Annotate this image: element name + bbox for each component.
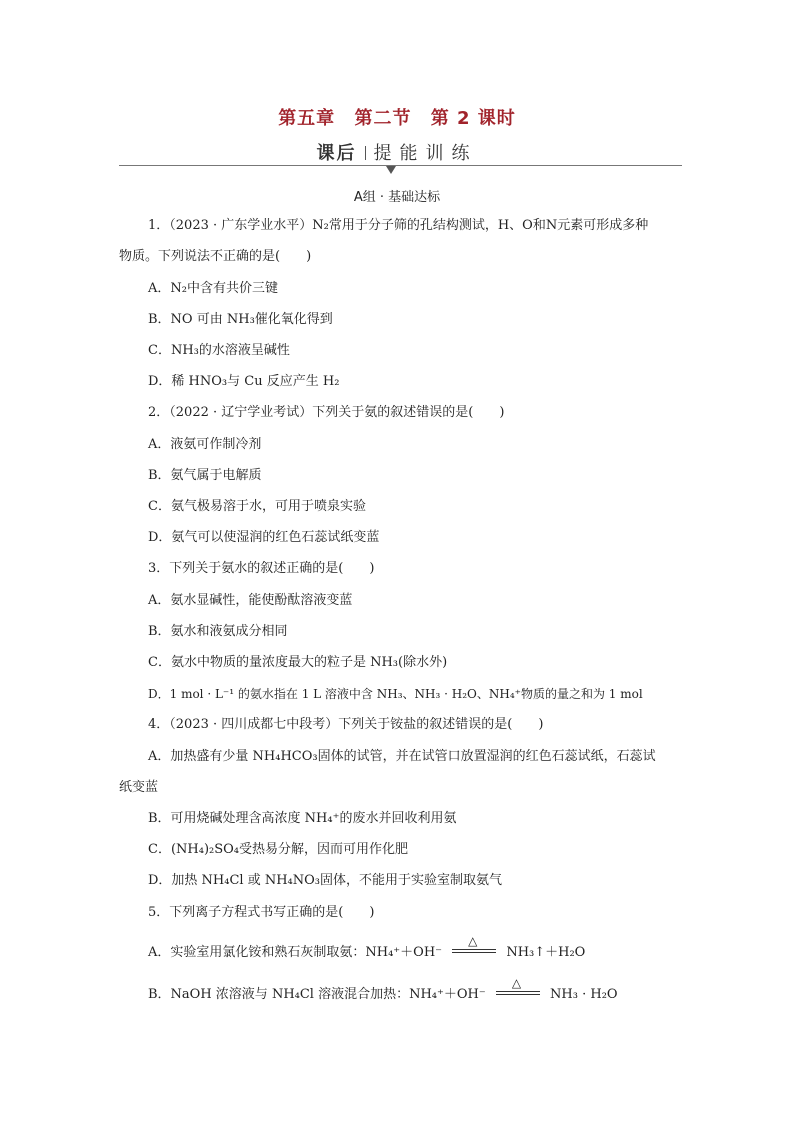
q3-stem: 3．下列关于氨水的叙述正确的是( ) xyxy=(148,561,375,576)
q5-option-b xyxy=(148,976,618,1004)
q5-option-b-left: B．NaOH 浓溶液与 NH₄Cl 溶液混合加热：NH₄⁺＋OH⁻ xyxy=(148,987,486,1002)
page-subtitle xyxy=(0,139,794,165)
q2-stem: 2．（2022 · 辽宁学业考试）下列关于氨的叙述错误的是( ) xyxy=(148,405,505,420)
q1-stem-line1: 1．（2023 · 广东学业水平）N₂常用于分子筛的孔结构测试，H、O和N元素可形成多种 xyxy=(148,218,649,233)
q2-option-c: C．氨气极易溶于水，可用于喷泉实验 xyxy=(148,499,366,514)
q4-option-a-line1: A．加热盛有少量 NH₄HCO₃固体的试管，并在试管口放置湿润的红色石蕊试纸，石蕊试 xyxy=(148,749,656,764)
q3-option-a: A．氨水显碱性，能使酚酞溶液变蓝 xyxy=(148,593,353,608)
q2-option-b: B．氨气属于电解质 xyxy=(148,468,262,483)
heat-equals-sign xyxy=(452,934,496,959)
subtitle-main: 课后 xyxy=(316,143,357,164)
heat-triangle-icon: △ xyxy=(511,976,522,990)
section-label: 第二节 xyxy=(354,108,412,129)
subtitle-rest: 提能训练 xyxy=(373,143,478,164)
q4-option-c: C．(NH₄)₂SO₄受热易分解，因而可用作化肥 xyxy=(148,842,409,857)
q4-option-b: B．可用烧碱处理含高浓度 NH₄⁺的废水并回收利用氨 xyxy=(148,811,457,826)
heat-triangle-icon: △ xyxy=(468,934,478,948)
q1-option-d: D．稀 HNO₃与 Cu 反应产生 H₂ xyxy=(148,374,340,389)
q4-option-a-line2: 纸变蓝 xyxy=(119,780,159,795)
chapter-label: 第五章 xyxy=(278,108,336,129)
q4-option-d: D．加热 NH₄Cl 或 NH₄NO₃固体，不能用于实验室制取氨气 xyxy=(148,873,503,888)
q3-option-b: B．氨水和液氨成分相同 xyxy=(148,624,288,639)
q5-option-a xyxy=(148,934,586,962)
q5-option-b-right: NH₃ · H₂O xyxy=(550,987,618,1002)
q4-stem: 4．（2023 · 四川成都七中段考）下列关于铵盐的叙述错误的是( ) xyxy=(148,717,544,732)
lesson-label: 第 2 课时 xyxy=(430,108,516,129)
q2-option-a: A．液氨可作制冷剂 xyxy=(148,437,262,452)
q2-option-d: D．氨气可以使湿润的红色石蕊试纸变蓝 xyxy=(148,530,380,545)
q1-option-a: A．N₂中含有共价三键 xyxy=(148,281,278,296)
q3-option-c: C．氨水中物质的量浓度最大的粒子是 NH₃(除水外) xyxy=(148,655,448,670)
page-title xyxy=(0,104,794,130)
heat-equals-sign xyxy=(496,976,540,1001)
q1-option-b: B．NO 可由 NH₃催化氧化得到 xyxy=(148,312,333,327)
subtitle-separator xyxy=(365,146,366,160)
header-rule xyxy=(119,165,682,166)
q5-option-a-right: NH₃↑＋H₂O xyxy=(506,945,586,960)
q1-stem-line2: 物质。下列说法不正确的是( ) xyxy=(119,249,312,264)
q1-option-c: C．NH₃的水溶液呈碱性 xyxy=(148,343,290,358)
down-arrow-icon xyxy=(386,166,396,174)
group-title: A组 · 基础达标 xyxy=(353,190,441,205)
q3-option-d: D．1 mol · L⁻¹ 的氨水指在 1 L 溶液中含 NH₃、NH₃ · H₂O、NH₄⁺物质的量之和为 1 mol xyxy=(148,687,643,701)
q5-stem: 5．下列离子方程式书写正确的是( ) xyxy=(148,905,375,920)
q5-option-a-left: A．实验室用氯化铵和熟石灰制取氨：NH₄⁺＋OH⁻ xyxy=(148,945,443,960)
